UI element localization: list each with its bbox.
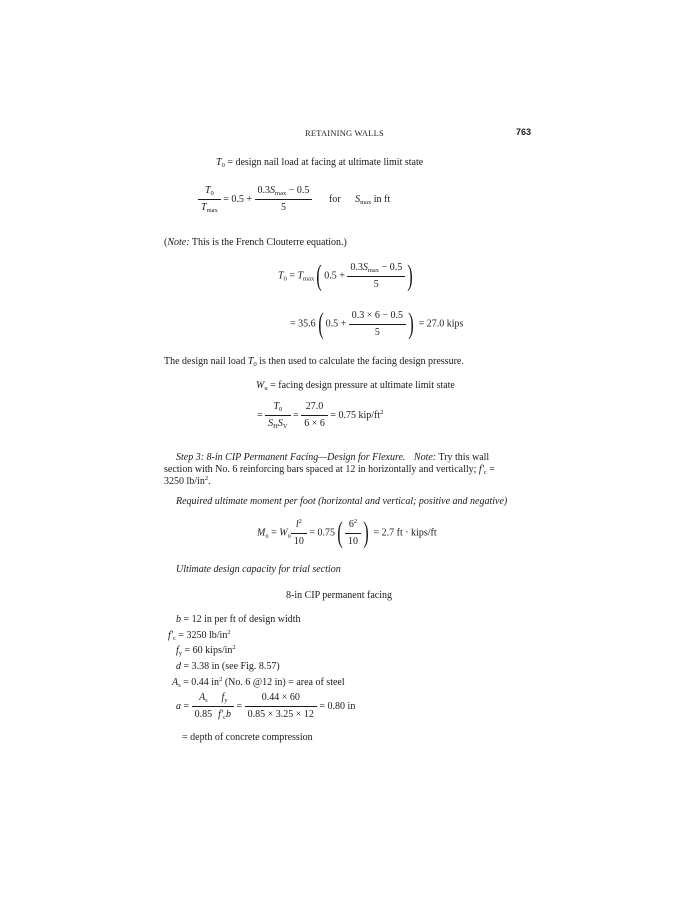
step3-line2 (164, 463, 495, 476)
mu-fraction-2 (345, 519, 361, 548)
t0-num-sym: S (362, 261, 368, 273)
fc-sub: c (172, 635, 176, 642)
t0-numeric-equation (290, 309, 463, 339)
numeric-result: = 27.0 kips (416, 318, 464, 330)
for-text: for (328, 193, 341, 205)
as-text-b: (No. 6 @12 in) = area of steel (222, 677, 345, 688)
a-n2-sym: f (221, 692, 225, 703)
a-n2-sub: y (224, 697, 228, 704)
wu-result: = 0.75 kip/ft (327, 409, 381, 421)
fc-sup: 2 (227, 629, 231, 636)
design-sym: T (247, 356, 254, 367)
wu-num-sym: T (273, 401, 279, 412)
step3-fc-sub: c (483, 469, 487, 476)
design-nail-text (164, 355, 464, 368)
wu-fraction-2 (301, 401, 328, 430)
mu-w-sub: u (287, 532, 291, 540)
t0-num-sub: max (367, 266, 380, 274)
design-sub: 0 (253, 361, 257, 368)
running-title: RETAINING WALLS (305, 128, 384, 138)
step3-line3-sup: 2 (204, 475, 209, 482)
numeric-fraction (349, 310, 406, 339)
as-sub: s (178, 682, 181, 689)
fy-sup: 2 (232, 644, 236, 651)
num-sub: 0 (210, 190, 214, 197)
fy-sym: f (176, 645, 179, 656)
t0-lhs-symbol: T (278, 270, 284, 282)
mu-result: = 2.7 ft · kips/ft (370, 527, 437, 539)
tmax-sub: max (303, 275, 315, 283)
as-text-a: = 0.44 in (180, 677, 220, 688)
as-sym: A (172, 677, 179, 688)
t0-sub: 0 (221, 162, 225, 169)
a-eq: = (181, 700, 192, 712)
required-moment-heading: Required ultimate moment per foot (horizontal and vertical; positive and negative) (176, 496, 508, 507)
mu-den2: 10 (347, 535, 358, 547)
param-fy (176, 644, 236, 657)
t0-definition-text: = design nail load at facing at ultimate limit state (224, 157, 424, 168)
smax-sub: max (360, 198, 372, 206)
t0-equation (278, 261, 415, 291)
mu-lhs-sym: M (257, 527, 266, 539)
mu-num-sup: 2 (298, 517, 302, 525)
wu-equation (257, 401, 383, 430)
d-text: = 3.38 in (see Fig. 8.57) (181, 661, 280, 672)
frac2-den: 5 (280, 202, 286, 213)
note-text: This is the French Clouterre equation.) (189, 237, 347, 248)
t0-definition (216, 156, 423, 169)
step3-note-label: Note: (413, 452, 437, 463)
param-fc (168, 629, 231, 642)
mu-w-sym: W (279, 527, 288, 539)
wu-result-sup: 2 (380, 408, 384, 416)
mu-left-paren: ( (337, 516, 343, 549)
wu-den-s2: S (277, 418, 283, 429)
step3-line2-text: section with No. 6 reinforcing bars spaced at 12 in horizontally and vertically; (164, 464, 479, 475)
step3-heading: Step 3: 8-in CIP Permanent Facing—Design for Flexure. (176, 452, 406, 463)
param-b (176, 613, 301, 626)
wu-num-sub: 0 (279, 406, 283, 413)
mu-num2-sup: 2 (353, 517, 358, 525)
frac2-num-sub: max (275, 190, 287, 197)
a-equation (176, 692, 355, 721)
design-before: The design nail load (164, 356, 248, 367)
numeric-prefix: = 35.6 (290, 318, 316, 330)
note-open: ( (164, 237, 168, 248)
left-paren: ( (316, 259, 322, 292)
wu-sub: u (264, 385, 268, 392)
den-symbol: T (201, 202, 207, 213)
mu-fraction-1 (291, 519, 307, 548)
wu-fraction-1 (265, 401, 290, 430)
smax-symbol: S (355, 193, 361, 205)
capacity-heading: Ultimate design capacity for trial section (176, 564, 341, 575)
a-lhs: a (176, 700, 181, 712)
t0-num-a: 0.3 (350, 261, 363, 273)
a-result: = 0.80 in (316, 700, 356, 712)
ratio-middle: = 0.5 + (220, 193, 255, 205)
step3-line3 (164, 475, 211, 488)
page-number: 763 (516, 127, 532, 137)
smax-fraction (255, 185, 313, 214)
t0-eq: = (286, 270, 298, 282)
right-paren-2: ) (408, 307, 414, 340)
as-sup: 2 (219, 676, 223, 683)
a-fraction-1 (192, 692, 216, 721)
t0-inner: 0.5 + (324, 270, 348, 282)
fc-text: = 3250 lb/in (175, 630, 228, 641)
a-fraction-2 (215, 692, 234, 721)
mu-num2: 6 (348, 518, 354, 530)
numeric-inner: 0.5 + (325, 318, 349, 330)
fc-sym: f′ (168, 630, 173, 641)
mu-den: 10 (293, 535, 304, 547)
left-paren-2: ( (317, 307, 324, 340)
step3-fc-sym: f′ (478, 464, 484, 475)
a-d2-sym: f′ (218, 709, 224, 720)
a-n1-sub: s (205, 697, 208, 704)
wu-num2: 27.0 (301, 401, 328, 416)
ratio-equation (198, 185, 390, 214)
depth-text: = depth of concrete compression (182, 732, 313, 743)
design-after: is then used to calculate the facing design pressure. (256, 356, 464, 367)
t0-lhs-sub: 0 (283, 275, 287, 283)
step3-line3-end: . (208, 476, 211, 487)
wu-den-s1-sub: H (273, 423, 278, 430)
wu-eq: = (290, 409, 302, 421)
a-d2-tail: b (226, 709, 231, 720)
facing-title: 8-in CIP permanent facing (286, 590, 392, 601)
clouterre-note (164, 236, 347, 249)
b-text: = 12 in per ft of design width (181, 614, 301, 625)
step3-line3-text: 3250 lb/in (164, 476, 205, 487)
step3-fc-eq: = (486, 464, 495, 475)
mu-num: l (295, 518, 299, 530)
a-d2-sub: c (223, 714, 226, 721)
a-eq2: = (234, 700, 245, 712)
param-d (176, 660, 280, 673)
frac2-num-b: − 0.5 (286, 185, 310, 196)
t0-over-tmax-fraction (198, 185, 221, 214)
frac2-num-sym: S (270, 185, 276, 196)
mu-right-paren: ) (363, 516, 369, 549)
param-as (172, 676, 345, 689)
smax-tail: in ft (371, 193, 391, 205)
frac2-num-a: 0.3 (257, 185, 271, 196)
fy-text: = 60 kips/in (182, 645, 233, 656)
t0-inner-fraction (347, 262, 405, 291)
fy-sub: y (178, 650, 183, 657)
note-label: Note: (167, 237, 190, 248)
d-sym: d (176, 661, 181, 672)
wu-den-s1: S (268, 418, 274, 429)
wu-definition (256, 379, 455, 392)
right-paren: ) (407, 259, 413, 292)
tmax-symbol: T (297, 270, 304, 282)
t0-den: 5 (373, 278, 379, 290)
numeric-den: 5 (374, 326, 380, 338)
wu-den2: 6 × 6 (304, 418, 325, 429)
a-n3: 0.44 × 60 (245, 692, 317, 707)
mu-lhs-sub: u (265, 532, 269, 540)
a-d1: 0.85 (194, 709, 213, 720)
mu-mid: = 0.75 (306, 527, 335, 539)
a-n1-sym: A (199, 692, 206, 703)
wu-sym: W (256, 380, 265, 391)
wu-lead: = (257, 409, 266, 421)
a-fraction-3 (245, 692, 317, 721)
a-d3: 0.85 × 3.25 × 12 (247, 709, 314, 720)
step3-line1-text: Try this wall (436, 452, 490, 463)
numeric-num: 0.3 × 6 − 0.5 (349, 310, 406, 325)
t0-symbol: T (216, 157, 222, 168)
b-sym: b (176, 614, 181, 625)
wu-text: = facing design pressure at ultimate limit state (267, 380, 455, 391)
num-symbol: T (204, 185, 211, 196)
mu-eq: = (268, 527, 280, 539)
den-sub: max (206, 207, 218, 214)
wu-den-s2-sub: V (282, 423, 288, 430)
mu-equation (257, 518, 437, 548)
t0-num-b: − 0.5 (379, 261, 403, 273)
